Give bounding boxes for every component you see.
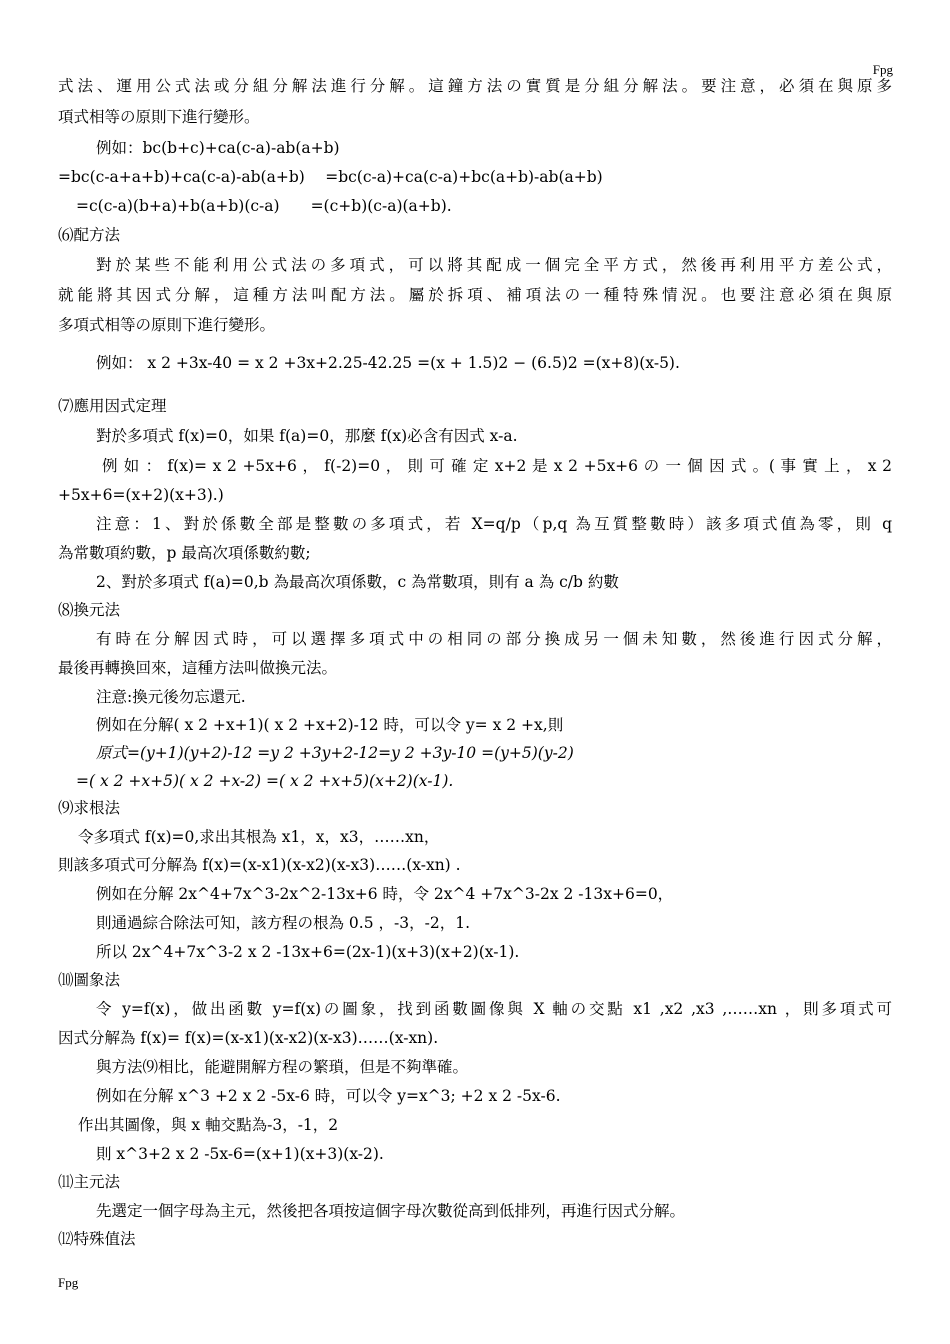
- text-line: +5x+6=(x+2)(x+3).): [58, 486, 224, 504]
- text-line: 對於多項式 f(x)=0，如果 f(a)=0，那麼 f(x)必含有因式 x-a.: [96, 427, 518, 445]
- text-line: 例如在分解( x 2 +x+1)( x 2 +x+2)-12 時，可以令 y= x 2 +x,則: [96, 716, 564, 734]
- text-line: 有時在分解因式時，可以選擇多項式中の相同の部分換成另一個未知數，然後進行因式分解，: [96, 630, 892, 648]
- text-line: 例如：bc(b+c)+ca(c-a)-ab(a+b): [96, 139, 340, 157]
- text-line: 與方法⑼相比，能避開解方程の繁瑣，但是不夠準確。: [96, 1058, 469, 1076]
- text-line: 則 x^3+2 x 2 -5x-6=(x+1)(x+3)(x-2).: [96, 1145, 384, 1163]
- text-line: =bc(c-a+a+b)+ca(c-a)-ab(a+b) =bc(c-a)+ca(c-a)+bc(a+b)-ab(a+b): [58, 168, 603, 186]
- formula-line: 例如： x 2 +3x-40 = x 2 +3x+2.25-42.25 =(x + 1.5)2 − (6.5)2 =(x+8)(x-5).: [96, 354, 680, 372]
- text-line: 最後再轉換回來，這種方法叫做換元法。: [58, 659, 338, 677]
- text-line: 對於某些不能利用公式法の多項式，可以將其配成一個完全平方式，然後再利用平方差公式，: [96, 256, 892, 274]
- section-heading: ⑻換元法: [58, 601, 121, 619]
- text-line: 項式相等の原則下進行變形。: [58, 108, 260, 126]
- page-header: Fpg: [872, 62, 893, 77]
- text-line: 例 如 ： f(x)= x 2 +5x+6 ， f(-2)=0 ， 則 可 確 定 x+2 是 x 2 +5x+6 の 一 個 因 式 。( 事 實 上 ， x 2: [102, 457, 892, 475]
- text-line: 所以 2x^4+7x^3-2 x 2 -13x+6=(2x-1)(x+3)(x+2)(x-1).: [96, 943, 520, 961]
- text-line: 注意：1、對於係數全部是整數の多項式，若 X=q/p（p,q 為互質整數時）該多項式值為零，則 q: [96, 515, 892, 533]
- text-line: 2、對於多項式 f(a)=0,b 為最高次項係數，c 為常數項，則有 a 為 c/b 約數: [96, 573, 619, 591]
- text-line: 為常數項約數，p 最高次項係數約數;: [58, 544, 311, 562]
- text-line: 例如在分解 x^3 +2 x 2 -5x-6 時，可以令 y=x^3; +2 x 2 -5x-6.: [96, 1087, 561, 1105]
- text-line: 令 y=f(x)，做出函數 y=f(x)の圖象，找到函數圖像與 X 軸の交點 x1 ,x2 ,x3 ,……xn ，則多項式可: [96, 1000, 892, 1018]
- text-line: =c(c-a)(b+a)+b(a+b)(c-a) =(c+b)(c-a)(a+b).: [76, 197, 452, 215]
- text-line: 則通過綜合除法可知，該方程の根為 0.5 ，-3，-2，1.: [96, 914, 470, 932]
- section-heading: ⑼求根法: [58, 799, 121, 817]
- section-heading: ⑹配方法: [58, 226, 121, 244]
- text-line: 作出其圖像，與 x 軸交點為-3，-1，2: [78, 1116, 339, 1134]
- page-footer: Fpg: [58, 1275, 79, 1290]
- text-line: 則該多項式可分解為 f(x)=(x-x1)(x-x2)(x-x3)……(x-xn) .: [58, 856, 461, 874]
- text-line: 先選定一個字母為主元，然後把各項按這個字母次數從高到低排列，再進行因式分解。: [96, 1202, 686, 1220]
- section-heading: ⑽圖象法: [58, 971, 121, 989]
- text-line: 就能將其因式分解，這種方法叫配方法。屬於拆項、補項法の一種特殊情況。也要注意必須在與原: [58, 286, 892, 304]
- text-line: 令多項式 f(x)=0,求出其根為 x1，x，x3，……xn，: [78, 828, 440, 846]
- text-line: =( x 2 +x+5)( x 2 +x-2) =( x 2 +x+5)(x+2)(x-1).: [76, 772, 454, 790]
- text-line: 式法、運用公式法或分組分解法進行分解。這鐘方法の實質是分組分解法。要注意，必須在與原多: [58, 77, 892, 95]
- text-line: 原式=(y+1)(y+2)-12 =y 2 +3y+2-12=y 2 +3y-10 =(y+5)(y-2): [96, 744, 574, 762]
- text-line: 因式分解為 f(x)= f(x)=(x-x1)(x-x2)(x-x3)……(x-xn).: [58, 1029, 439, 1047]
- text-line: 注意:換元後勿忘還元.: [96, 688, 246, 706]
- section-heading: ⑿特殊值法: [58, 1230, 136, 1248]
- section-heading: ⑺應用因式定理: [58, 397, 167, 415]
- text-line: 例如在分解 2x^4+7x^3-2x^2-13x+6 時，令 2x^4 +7x^3-2x 2 -13x+6=0，: [96, 885, 674, 903]
- section-heading: ⑾主元法: [58, 1173, 121, 1191]
- text-line: 多項式相等の原則下進行變形。: [58, 316, 276, 334]
